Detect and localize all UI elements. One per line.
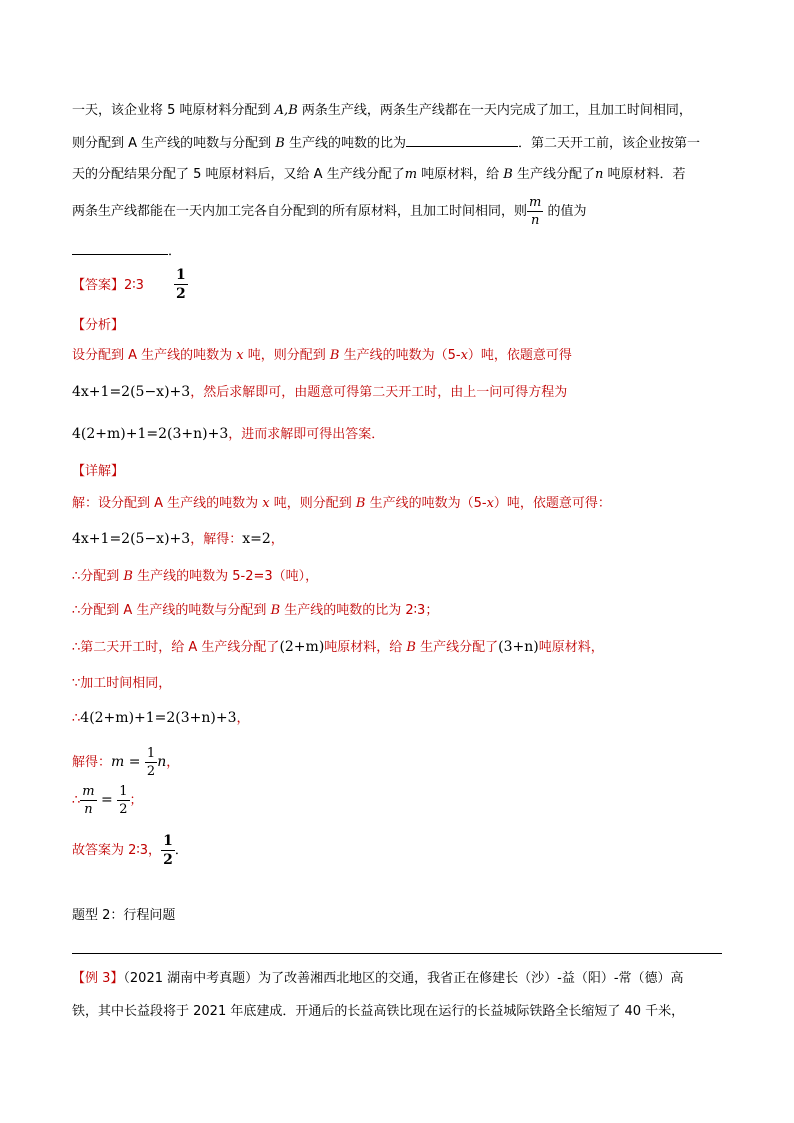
problem-line-4: 两条生产线都能在一天内加工完各自分配到的所有原材料，且加工时间相同，则 $\frac{m}{n}$ 的值为 — [72, 195, 587, 228]
example-label: 【例 3】 — [72, 971, 124, 986]
detail-line-5: ∴第二天开工时，给 A 生产线分配了(2+m)吨原材料，给 B 生产线分配了(3+n)吨原材料， — [72, 639, 604, 655]
section-title: 题型 2：行程问题 — [72, 908, 176, 923]
detail-line-8: 解得：m = $\frac{1}{2}$ n， — [72, 746, 180, 779]
answer-ratio: 2∶3 — [124, 278, 144, 293]
analysis-line-1: 设分配到 A 生产线的吨数为 x 吨，则分配到 B 生产线的吨数为（5-x）吨，依题意可得 — [72, 348, 572, 363]
detail-line-6: ∵加工时间相同， — [72, 676, 172, 691]
analysis-label: 【分析】 — [72, 318, 125, 333]
fraction-one-half: $\frac{1}{2}$ — [146, 746, 156, 779]
answer-line — [72, 276, 144, 296]
fraction-final-answer: $\frac{1}{2}$ — [163, 833, 173, 868]
detail-label: 【详解】 — [72, 464, 125, 479]
answer-blank-2 — [72, 240, 168, 255]
detail-line-4: ∴分配到 A 生产线的吨数与分配到 B 生产线的吨数的比为 2∶3； — [72, 603, 439, 618]
equation-1: 4x+1=2(5−x)+3 — [72, 384, 191, 400]
detail-line-3: ∴分配到 B 生产线的吨数为 5-2=3（吨）， — [72, 569, 319, 584]
example-line-1: 【例 3】（2021 湖南中考真题）为了改善湘西北地区的交通，我省正在修建长（沙）-益（阳）-常（德）高 — [72, 971, 684, 986]
equation-2: 4(2+m)+1=2(3+n)+3 — [72, 426, 229, 442]
example-line-2: 铁，其中长益段将于 2021 年底建成．开通后的长益高铁比现在运行的长益城际铁路全长缩短了 40 千米， — [72, 1004, 685, 1019]
answer-fraction: $\frac{1}{2}$ — [176, 267, 186, 302]
problem-line-1: 一天，该企业将 5 吨原材料分配到 A,B 两条生产线，两条生产线都在一天内完成了加工，且加工时间相同， — [72, 103, 692, 118]
fraction-m-over-n: $\frac{m}{n}$ — [529, 195, 542, 228]
answer-blank-1 — [406, 132, 518, 147]
fraction-m-over-n-2: $\frac{m}{n}$ — [82, 784, 95, 817]
analysis-line-2: 4x+1=2(5−x)+3，然后求解即可，由题意可得第二天开工时，由上一问可得方程为 — [72, 384, 568, 400]
fraction-one-half-2: $\frac{1}{2}$ — [119, 784, 128, 817]
detail-line-2: 4x+1=2(5−x)+3，解得：x=2， — [72, 531, 284, 547]
detail-line-10: 故答案为 2∶3， $\frac{1}{2}$ ． — [72, 833, 188, 868]
section-divider — [72, 953, 722, 954]
detail-line-7: ∴4(2+m)+1=2(3+n)+3， — [72, 710, 250, 726]
problem-line-5: ． — [72, 240, 181, 262]
problem-line-2: 则分配到 A 生产线的吨数与分配到 B 生产线的吨数的比为 ．第二天开工前，该企业按第一 — [72, 132, 700, 154]
detail-line-1: 解：设分配到 A 生产线的吨数为 x 吨，则分配到 B 生产线的吨数为（5-x）吨，依题意可得： — [72, 496, 611, 511]
detail-line-9: ∴ $\frac{m}{n}$ = $\frac{1}{2}$ ； — [72, 784, 143, 817]
answer-label: 【答案】 — [72, 278, 125, 293]
problem-line-3: 天的分配结果分配了 5 吨原材料后，又给 A 生产线分配了m 吨原材料，给 B 生产线分配了n 吨原材料．若 — [72, 167, 686, 182]
analysis-line-3: 4(2+m)+1=2(3+n)+3，进而求解即可得出答案． — [72, 426, 385, 442]
